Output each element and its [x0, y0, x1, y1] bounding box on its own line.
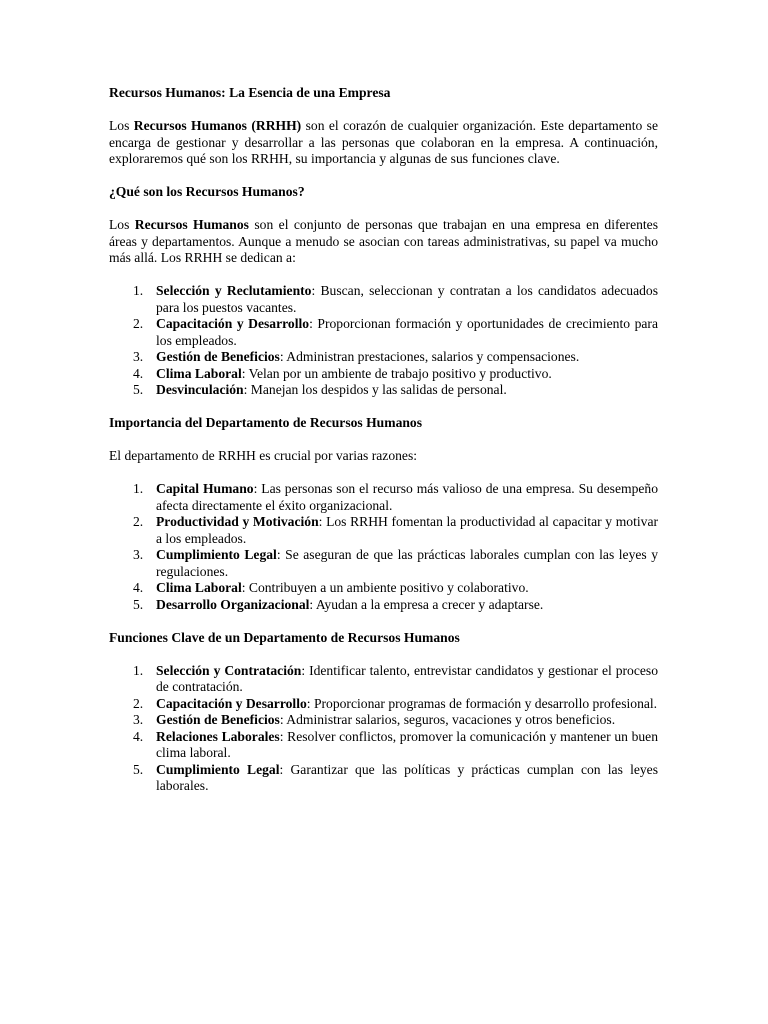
list-number: 1.	[133, 283, 144, 298]
list-number: 5.	[133, 761, 144, 777]
list-text: : Se aseguran de que las prácticas laborales cumplan con las leyes y regulaciones.	[156, 547, 659, 579]
section1-heading: ¿Qué son los Recursos Humanos?	[109, 184, 305, 199]
list-item	[109, 547, 658, 580]
list-text: : Proporcionar programas de formación y desarrollo profesional.	[306, 695, 658, 711]
list-number: 4.	[133, 580, 144, 595]
section2-list	[109, 481, 658, 613]
list-item	[109, 663, 658, 696]
section2-heading: Importancia del Departamento de Recursos Humanos	[109, 415, 423, 430]
list-text: : Identificar talento, entrevistar candidatos y gestionar el proceso de contratación.	[156, 662, 658, 694]
list-term: Clima Laboral	[156, 365, 242, 381]
list-number: 3.	[133, 547, 144, 562]
document-content	[109, 85, 658, 795]
intro-prefix: Los	[109, 118, 134, 133]
list-text: : Ayudan a la empresa a crecer y adaptarse.	[309, 596, 544, 612]
document-title: Recursos Humanos: La Esencia de una Empresa	[109, 85, 391, 100]
section3-heading: Funciones Clave de un Departamento de Recursos Humanos	[109, 629, 460, 645]
list-number: 3.	[133, 349, 144, 364]
list-number: 1.	[133, 662, 144, 678]
intro-paragraph	[109, 118, 658, 168]
list-text: : Garantizar que las políticas y prácticas cumplan con las leyes laborales.	[156, 761, 659, 793]
spacer	[109, 613, 658, 630]
list-term: Selección y Reclutamiento	[156, 283, 312, 298]
list-number: 5.	[133, 382, 144, 397]
list-term: Relaciones Laborales	[156, 728, 280, 744]
list-term: Capacitación y Desarrollo	[156, 695, 307, 711]
list-term: Cumplimiento Legal	[156, 547, 277, 562]
section3-list	[109, 663, 658, 795]
list-term: Cumplimiento Legal	[156, 761, 280, 777]
list-text: : Proporcionan formación y oportunidades de crecimiento para los empleados.	[156, 316, 658, 348]
list-term: Gestión de Beneficios	[156, 712, 280, 727]
section1-para-prefix: Los	[109, 217, 135, 232]
intro-suffix: son el corazón de cualquier organización. Este departamento se encarga de gestionar y desarrollar a las personas que colaboran en la empresa. A continuación, exploraremos qué son los RRHH, su importancia y algunas de sus funciones clave.	[109, 118, 658, 166]
list-item	[109, 382, 658, 399]
section2-paragraph: El departamento de RRHH es crucial por varias razones:	[109, 448, 418, 463]
spacer	[109, 465, 658, 482]
spacer	[109, 201, 658, 218]
list-term: Capital Humano	[156, 481, 254, 496]
list-item	[109, 316, 658, 349]
list-item	[109, 514, 658, 547]
list-number: 5.	[133, 596, 144, 612]
list-item	[109, 349, 658, 366]
spacer	[109, 267, 658, 284]
list-item	[109, 366, 658, 383]
spacer	[109, 102, 658, 119]
list-text: : Los RRHH fomentan la productividad al capacitar y motivar a los empleados.	[156, 514, 659, 546]
list-text: : Resolver conflictos, promover la comunicación y mantener un buen clima laboral.	[156, 728, 659, 760]
list-text: : Administrar salarios, seguros, vacaciones y otros beneficios.	[279, 712, 616, 727]
list-item	[109, 696, 658, 713]
list-text: : Manejan los despidos y las salidas de personal.	[243, 382, 507, 397]
list-term: Clima Laboral	[156, 580, 242, 595]
list-item	[109, 762, 658, 795]
list-term: Desarrollo Organizacional	[156, 596, 310, 612]
list-number: 2.	[133, 316, 144, 331]
list-number: 4.	[133, 728, 144, 744]
list-item	[109, 597, 658, 614]
section1-paragraph	[109, 217, 658, 267]
intro-bold: Recursos Humanos (RRHH)	[133, 118, 302, 133]
list-term: Desvinculación	[156, 382, 244, 397]
list-text: : Administran prestaciones, salarios y compensaciones.	[279, 349, 580, 364]
section1-para-suffix: son el conjunto de personas que trabajan en una empresa en diferentes áreas y departamentos. Aunque a menudo se asocian con tareas administrativas, su papel va mucho más allá. Los RRHH se dedican a:	[109, 217, 659, 265]
list-text: : Las personas son el recurso más valioso de una empresa. Su desempeño afecta directamente el éxito organizacional.	[156, 481, 658, 513]
list-text: : Velan por un ambiente de trabajo positivo y productivo.	[241, 365, 552, 381]
list-item	[109, 712, 658, 729]
list-item	[109, 481, 658, 514]
list-item	[109, 283, 658, 316]
list-number: 4.	[133, 365, 144, 381]
list-number: 2.	[133, 695, 144, 711]
spacer	[109, 399, 658, 416]
list-number: 2.	[133, 514, 144, 529]
list-item	[109, 729, 658, 762]
spacer	[109, 168, 658, 185]
list-text: : Buscan, seleccionan y contratan a los candidatos adecuados para los puestos vacantes.	[156, 283, 658, 315]
list-text: : Contribuyen a un ambiente positivo y colaborativo.	[241, 580, 529, 595]
list-term: Selección y Contratación	[156, 662, 302, 678]
spacer	[109, 646, 658, 663]
list-number: 1.	[133, 481, 144, 496]
list-term: Capacitación y Desarrollo	[156, 316, 310, 331]
section1-para-bold: Recursos Humanos	[134, 217, 249, 232]
list-number: 3.	[133, 712, 144, 727]
section1-list	[109, 283, 658, 399]
spacer	[109, 432, 658, 449]
list-term: Productividad y Motivación	[156, 514, 319, 529]
list-item	[109, 580, 658, 597]
list-term: Gestión de Beneficios	[156, 349, 280, 364]
